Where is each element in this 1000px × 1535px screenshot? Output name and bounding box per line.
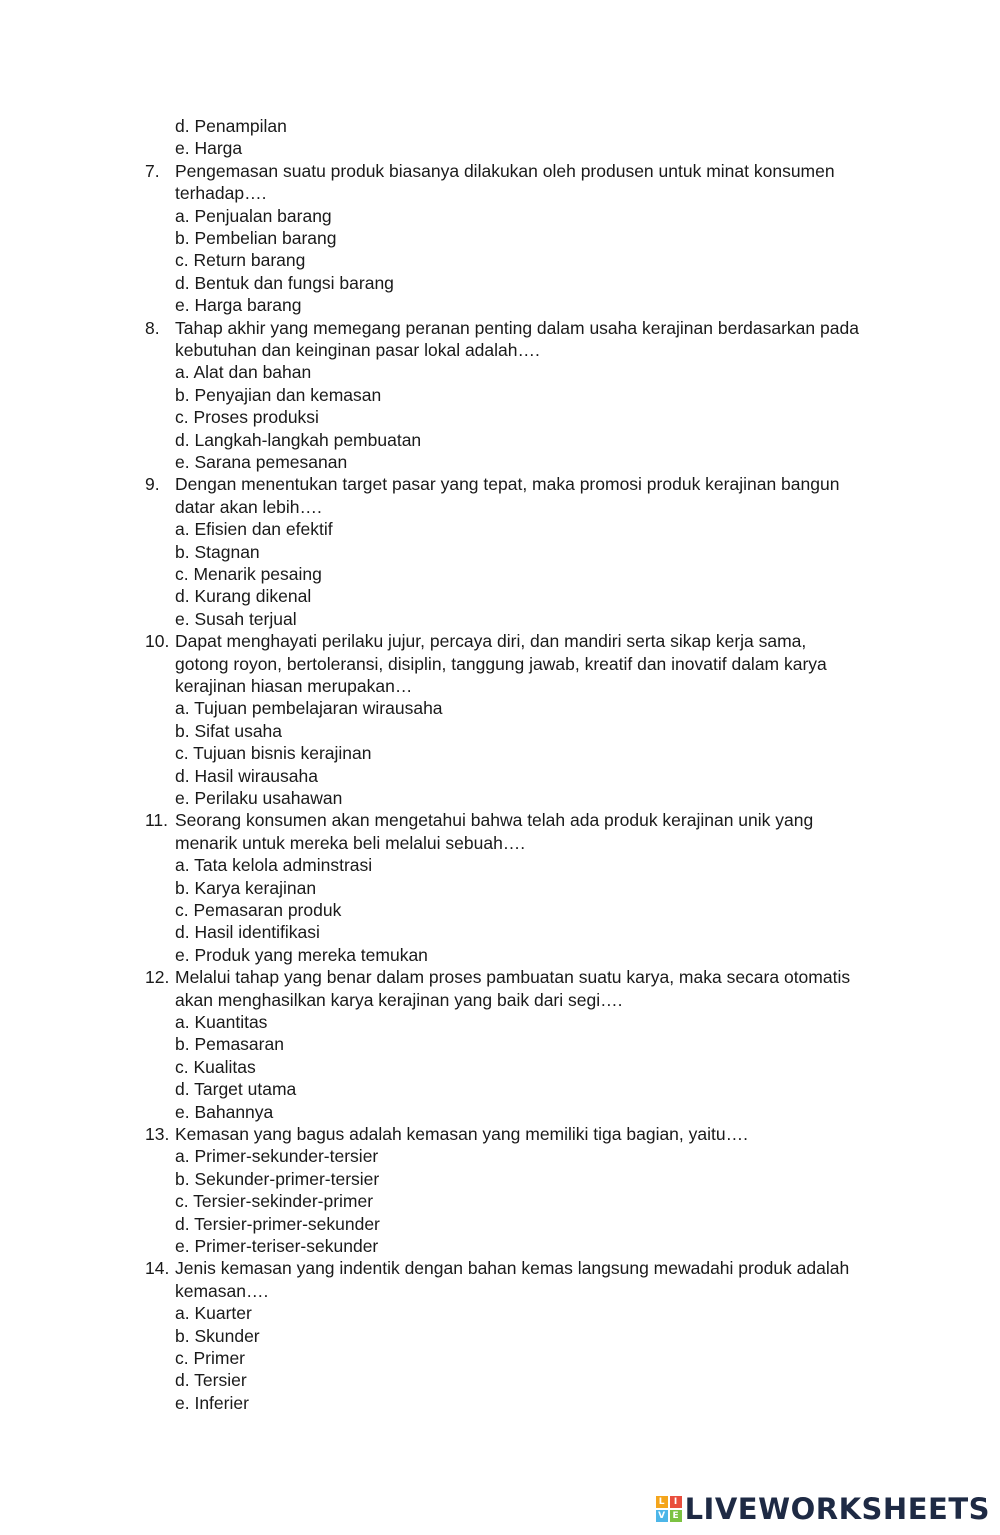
- answer-option: d. Hasil identifikasi: [175, 922, 320, 943]
- question-text-continued: kebutuhan dan keinginan pasar lokal adalah….: [175, 340, 540, 360]
- question-text: Tahap akhir yang memegang peranan penting dalam usaha kerajinan berdasarkan pada: [175, 317, 859, 338]
- question-text: Jenis kemasan yang indentik dengan bahan kemas langsung mewadahi produk adalah: [175, 1258, 850, 1279]
- answer-option: e. Harga barang: [175, 295, 302, 316]
- answer-option: a. Penjualan barang: [175, 205, 332, 226]
- answer-option: d. Tersier-primer-sekunder: [175, 1213, 380, 1234]
- question-text: Dengan menentukan target pasar yang tepat, maka promosi produk kerajinan bangun: [175, 474, 840, 495]
- liveworksheets-logo: [656, 1491, 990, 1527]
- answer-option: b. Karya kerajinan: [175, 877, 317, 898]
- answer-option: c. Primer: [175, 1348, 245, 1368]
- answer-option: d. Penampilan: [175, 116, 287, 136]
- answer-option: e. Harga: [175, 138, 243, 159]
- logo-letter-i: I: [670, 1496, 682, 1508]
- question-number: 8.: [145, 317, 160, 338]
- question-number: 10.: [145, 631, 170, 652]
- question-text-continued: terhadap….: [175, 183, 267, 204]
- logo-letter-l: L: [656, 1496, 668, 1508]
- answer-option: e. Susah terjual: [175, 608, 297, 629]
- question-text-continued: kemasan….: [175, 1280, 269, 1301]
- answer-option: d. Bentuk dan fungsi barang: [175, 272, 394, 293]
- answer-option: e. Produk yang mereka temukan: [175, 944, 428, 965]
- question-number: 13.: [145, 1124, 170, 1144]
- question-text-continued: menarik untuk mereka beli melalui sebuah….: [175, 832, 526, 853]
- answer-option: d. Langkah-langkah pembuatan: [175, 429, 422, 450]
- answer-option: b. Pembelian barang: [175, 228, 337, 248]
- question-text: Seorang konsumen akan mengetahui bahwa telah ada produk kerajinan unik yang: [175, 810, 814, 831]
- question-text-continued: gotong royon, bertoleransi, disiplin, tanggung jawab, kreatif dan inovatif dalam karya: [175, 653, 827, 674]
- question-text: Kemasan yang bagus adalah kemasan yang memiliki tiga bagian, yaitu….: [175, 1124, 748, 1144]
- answer-option: c. Proses produksi: [175, 407, 319, 428]
- answer-option: e. Sarana pemesanan: [175, 452, 348, 472]
- question-number: 7.: [145, 160, 160, 181]
- answer-option: e. Inferier: [175, 1392, 249, 1413]
- answer-option: a. Primer-sekunder-tersier: [175, 1146, 379, 1167]
- answer-option: d. Tersier: [175, 1370, 247, 1391]
- answer-option: a. Kuantitas: [175, 1012, 268, 1032]
- question-text: Pengemasan suatu produk biasanya dilakukan oleh produsen untuk minat konsumen: [175, 160, 835, 181]
- answer-option: a. Efisien dan efektif: [175, 519, 333, 540]
- answer-option: b. Pemasaran: [175, 1034, 284, 1055]
- logo-letter-v: V: [656, 1510, 668, 1522]
- liveworksheets-logo-icon: [656, 1496, 682, 1522]
- answer-option: c. Menarik pesaing: [175, 564, 322, 584]
- answer-option: c. Pemasaran produk: [175, 900, 342, 920]
- answer-option: b. Sifat usaha: [175, 720, 283, 741]
- answer-option: c. Tersier-sekinder-primer: [175, 1191, 374, 1212]
- question-text: Dapat menghayati perilaku jujur, percaya diri, dan mandiri serta sikap kerja sama,: [175, 631, 807, 652]
- answer-option: b. Stagnan: [175, 541, 260, 562]
- answer-option: b. Skunder: [175, 1325, 260, 1346]
- question-text: Melalui tahap yang benar dalam proses pambuatan suatu karya, maka secara otomatis: [175, 967, 851, 988]
- answer-option: d. Hasil wirausaha: [175, 765, 318, 786]
- answer-option: b. Sekunder-primer-tersier: [175, 1168, 380, 1189]
- question-number: 14.: [145, 1258, 170, 1279]
- question-text-continued: akan menghasilkan karya kerajinan yang baik dari segi….: [175, 989, 623, 1010]
- answer-option: b. Penyajian dan kemasan: [175, 384, 382, 405]
- question-text-continued: kerajinan hiasan merupakan…: [175, 676, 413, 696]
- question-text-continued: datar akan lebih….: [175, 496, 322, 517]
- answer-option: e. Perilaku usahawan: [175, 788, 343, 808]
- logo-letter-e: E: [670, 1510, 682, 1522]
- question-number: 12.: [145, 967, 170, 988]
- answer-option: d. Target utama: [175, 1079, 297, 1100]
- answer-option: a. Tujuan pembelajaran wirausaha: [175, 698, 443, 719]
- brand-text: LIVEWORKSHEETS: [684, 1492, 990, 1526]
- answer-option: c. Tujuan bisnis kerajinan: [175, 743, 372, 764]
- answer-option: c. Return barang: [175, 250, 306, 271]
- answer-option: e. Bahannya: [175, 1101, 274, 1122]
- question-number: 9.: [145, 474, 160, 495]
- answer-option: a. Alat dan bahan: [175, 362, 312, 383]
- answer-option: d. Kurang dikenal: [175, 586, 312, 607]
- answer-option: a. Tata kelola adminstrasi: [175, 855, 373, 876]
- answer-option: c. Kualitas: [175, 1056, 256, 1077]
- question-number: 11.: [145, 810, 169, 831]
- answer-option: e. Primer-teriser-sekunder: [175, 1236, 379, 1256]
- answer-option: a. Kuarter: [175, 1303, 252, 1324]
